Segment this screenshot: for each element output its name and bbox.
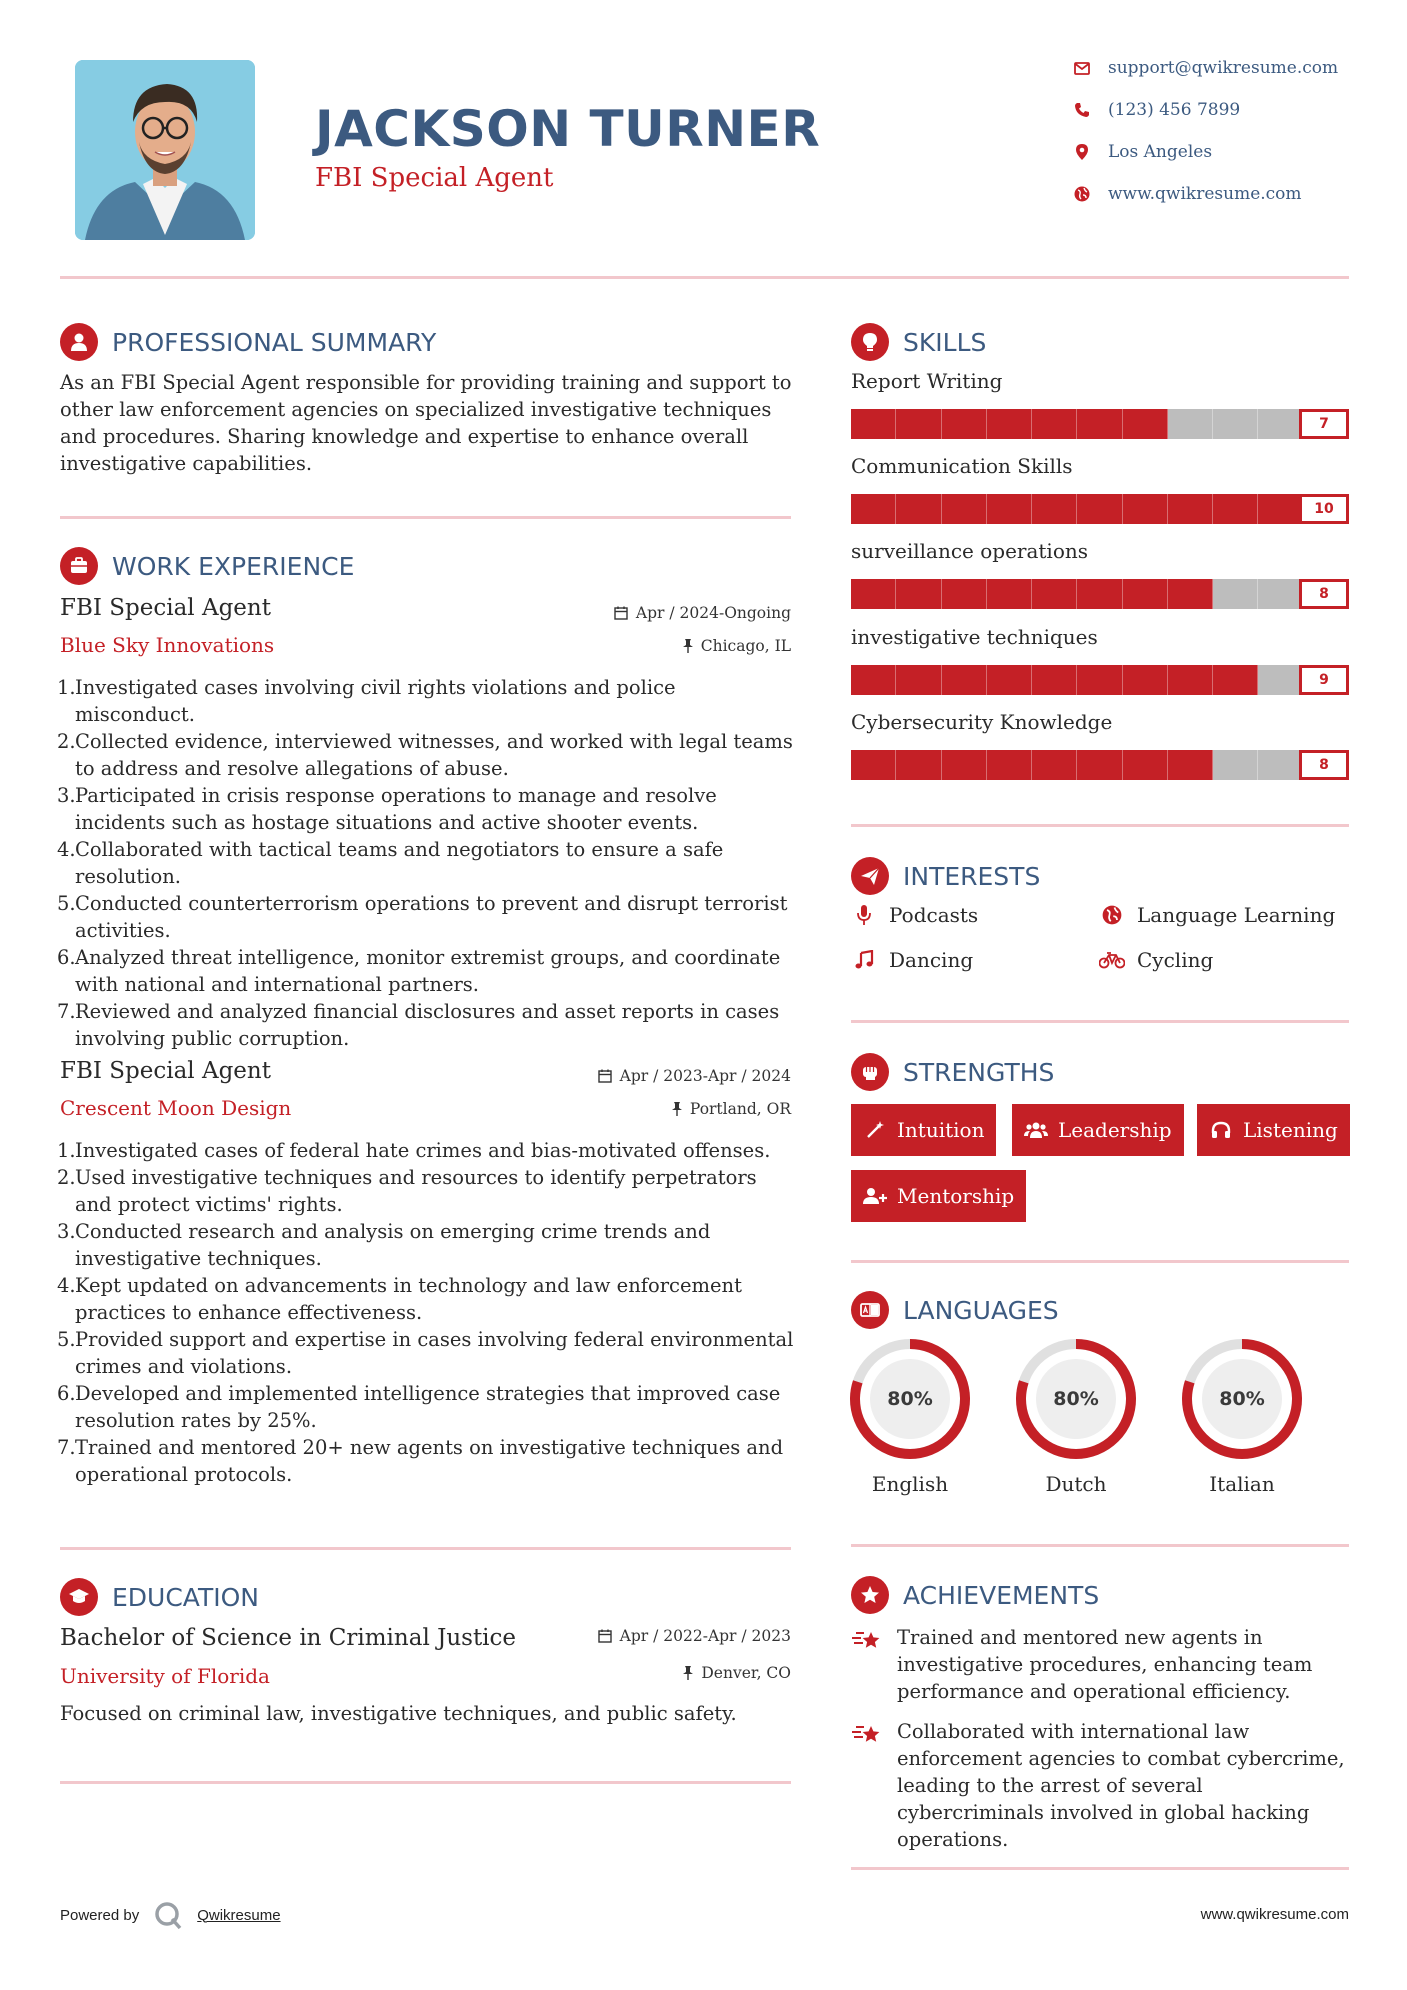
achievements-heading-text: ACHIEVEMENTS [903,1580,1100,1610]
interests-heading [851,857,1040,895]
contact-phone[interactable] [1072,100,1240,120]
contact-email[interactable] [1072,58,1338,78]
job-location-text: Portland, OR [689,1100,791,1118]
job-dates [598,1067,791,1085]
skill-segment [1213,409,1258,439]
skill-value: 10 [1299,494,1349,524]
language-item [849,1338,971,1496]
star-badge-icon [851,1576,889,1614]
skill-segment [987,665,1032,695]
strengths-heading [851,1053,1054,1091]
skill-segment [987,579,1032,609]
job-title: FBI Special Agent [60,595,271,621]
school-name: University of Florida [60,1664,270,1688]
candidate-role: FBI Special Agent [315,163,554,193]
job-company: Blue Sky Innovations [60,633,275,657]
education-dates-text: Apr / 2022-Apr / 2023 [619,1627,791,1645]
job-title: FBI Special Agent [60,1058,271,1084]
skill-value: 8 [1299,579,1349,609]
language-name: Italian [1209,1472,1275,1496]
contact-website[interactable] [1072,184,1302,204]
calendar-icon [598,1069,612,1083]
skill-segment [1168,665,1213,695]
qwikresume-logo-icon [153,1900,183,1930]
language-icon [851,1291,889,1329]
list-item: 7. Trained and mentored 20+ new agents on investigative techniques and operational protocols. [57,1436,784,1486]
phone-icon [1072,100,1092,120]
contact-location [1072,142,1212,162]
skill-segment [1032,750,1077,780]
music-note-icon [851,948,877,972]
skill-segment [1077,665,1122,695]
job-location-text: Chicago, IL [700,637,791,655]
skills-heading-text: SKILLS [903,327,987,357]
powered-by-text: Powered by [60,1906,140,1924]
strengths-divider [851,1260,1349,1263]
education-location-text: Denver, CO [701,1664,791,1682]
interest-item [1099,948,1213,972]
skill-label: Cybersecurity Knowledge [851,710,1113,734]
magic-wand-icon [863,1119,887,1141]
map-pin-icon [1072,142,1092,162]
skill-segment [942,750,987,780]
contact-phone-text: (123) 456 7899 [1108,100,1241,120]
calendar-icon [598,1629,612,1643]
skill-segment [1077,579,1122,609]
skill-segment [1123,579,1168,609]
languages-divider [851,1544,1349,1547]
language-name: Dutch [1045,1472,1107,1496]
user-plus-icon [863,1185,887,1207]
skills-heading [851,323,986,361]
skill-bar [851,579,1349,609]
skill-segment [851,750,896,780]
degree-title: Bachelor of Science in Criminal Justice [60,1625,517,1651]
user-icon [60,323,98,361]
strength-chip [851,1170,1026,1222]
list-item: 6. Analyzed threat intelligence, monitor extremist groups, and coordinate with national and international partners. [57,946,781,996]
paper-plane-icon [851,857,889,895]
list-item: 4. Kept updated on advancements in technology and law enforcement practices to enhance effectiveness. [57,1274,742,1324]
skill-label: surveillance operations [851,539,1089,563]
interest-item [851,948,973,972]
summary-divider [60,516,791,519]
interest-label: Podcasts [889,903,979,927]
skill-bar [851,665,1349,695]
fist-icon [851,1053,889,1091]
skill-label: investigative techniques [851,625,1098,649]
achievements-divider [851,1867,1349,1870]
skill-segment [1258,665,1303,695]
list-item: 5. Conducted counterterrorism operations to prevent and disrupt terrorist activities. [57,892,788,942]
briefcase-icon [60,547,98,585]
skill-segment [1258,579,1303,609]
skill-segment [896,409,941,439]
job-dates-text: Apr / 2023-Apr / 2024 [619,1067,791,1085]
globe-icon [1099,903,1125,927]
candidate-name: JACKSON TURNER [315,100,821,158]
strength-chip [1197,1104,1350,1156]
skill-segment [1258,409,1303,439]
footer-powered-by [60,1900,281,1930]
envelope-icon [1072,58,1092,78]
skill-segment [1213,665,1258,695]
skill-segment [1168,409,1213,439]
strength-label: Listening [1243,1118,1338,1142]
interest-label: Cycling [1137,948,1214,972]
achievement-item [851,1718,1351,1853]
skill-label: Communication Skills [851,454,1073,478]
headphones-icon [1209,1119,1233,1141]
language-percent: 80% [1053,1388,1099,1410]
achievements-heading [851,1576,1099,1614]
skill-segment [1123,409,1168,439]
education-location [683,1664,791,1682]
achievement-text: Collaborated with international law enforcement agencies to combat cybercrime, leading to the arrest of several cybercriminals involved in global hacking operations. [897,1720,1345,1851]
skill-segment [1032,665,1077,695]
language-percent: 80% [1219,1388,1265,1410]
skill-segment [1077,494,1122,524]
interest-label: Language Learning [1137,903,1336,927]
education-heading-text: EDUCATION [112,1582,259,1612]
graduation-cap-icon [60,1578,98,1616]
globe-icon [1072,184,1092,204]
list-item: 6. Developed and implemented intelligence strategies that improved case resolution rates by 25%. [57,1382,781,1432]
language-name: English [871,1472,949,1496]
skill-segment [896,579,941,609]
list-item: 3. Conducted research and analysis on emerging crime trends and investigative techniques. [57,1220,711,1270]
calendar-icon [614,606,628,620]
contact-website-text: www.qwikresume.com [1108,184,1302,204]
skill-segment [1123,750,1168,780]
strength-chip [1012,1104,1184,1156]
skill-value: 8 [1299,750,1349,780]
strength-label: Intuition [897,1118,985,1142]
list-item: 1. Investigated cases involving civil rights violations and police misconduct. [57,676,676,726]
contact-location-text: Los Angeles [1108,142,1213,162]
job-dates-text: Apr / 2024-Ongoing [635,604,791,622]
skill-segment [896,665,941,695]
languages-heading [851,1291,1059,1329]
skill-segment [942,579,987,609]
skill-segment [942,494,987,524]
summary-text: As an FBI Special Agent responsible for providing training and support to other law enforcement agencies on specialized investigative techniques and procedures. Sharing knowledge and expertise to enhance overall investigative capabilities. [60,371,792,475]
education-dates [598,1627,791,1645]
shooting-star-icon [851,1624,887,1705]
skill-segment [987,750,1032,780]
skill-segment [1032,579,1077,609]
qwikresume-link[interactable]: Qwikresume [197,1906,281,1924]
skill-bar [851,494,1349,524]
language-item [1181,1338,1303,1496]
skill-segment [1123,494,1168,524]
skill-segment [987,409,1032,439]
skill-bar [851,409,1349,439]
users-icon [1024,1119,1048,1141]
experience-heading [60,547,354,585]
header-divider [60,276,1349,279]
skill-segment [896,750,941,780]
skill-segment [851,494,896,524]
skill-segment [987,494,1032,524]
skill-segment [1258,750,1303,780]
languages-heading-text: LANGUAGES [903,1295,1059,1325]
achievement-text: Trained and mentored new agents in investigative procedures, enhancing team performance and operational efficiency. [897,1626,1313,1703]
experience-heading-text: WORK EXPERIENCE [112,551,355,581]
education-description: Focused on criminal law, investigative techniques, and public safety. [60,1702,737,1725]
contact-email-text: support@qwikresume.com [1108,58,1339,78]
shooting-star-icon [851,1718,887,1853]
skill-bar [851,750,1349,780]
skills-divider [851,824,1349,827]
list-item: 7. Reviewed and analyzed financial disclosures and asset reports in cases involving public corruption. [57,1000,780,1050]
strength-chip [851,1104,996,1156]
pushpin-icon [683,639,693,653]
skill-segment [1168,494,1213,524]
interests-heading-text: INTERESTS [903,861,1041,891]
bicycle-icon [1099,948,1125,972]
skill-segment [1032,494,1077,524]
profile-photo [75,60,255,240]
summary-heading-text: PROFESSIONAL SUMMARY [112,327,437,357]
achievement-item [851,1624,1351,1705]
microphone-icon [851,903,877,927]
list-item: 4. Collaborated with tactical teams and negotiators to ensure a safe resolution. [57,838,724,888]
job-location [672,1100,791,1118]
job-bullets [57,674,797,1052]
list-item: 2. Used investigative techniques and resources to identify perpetrators and protect victims' rights. [57,1166,757,1216]
strength-label: Mentorship [897,1184,1015,1208]
experience-divider [60,1547,791,1550]
strengths-heading-text: STRENGTHS [903,1057,1055,1087]
skill-segment [1213,750,1258,780]
skill-segment [851,409,896,439]
job-company: Crescent Moon Design [60,1096,292,1120]
skill-value: 7 [1299,409,1349,439]
job-dates [614,604,791,622]
language-percent: 80% [887,1388,933,1410]
skill-segment [1213,579,1258,609]
interest-item [1099,903,1335,927]
skill-segment [1032,409,1077,439]
summary-heading [60,323,436,361]
pushpin-icon [683,1666,693,1680]
interests-divider [851,1020,1349,1023]
skill-segment [1168,579,1213,609]
lightbulb-icon [851,323,889,361]
education-heading [60,1578,259,1616]
strength-label: Leadership [1058,1118,1172,1142]
skill-segment [1213,494,1258,524]
education-divider [60,1781,791,1784]
list-item: 1. Investigated cases of federal hate crimes and bias-motivated offenses. [57,1139,771,1162]
skill-segment [1258,494,1303,524]
skill-segment [1077,409,1122,439]
job-location [683,637,791,655]
skill-value: 9 [1299,665,1349,695]
skill-segment [942,665,987,695]
list-item: 3. Participated in crisis response operations to manage and resolve incidents such as hostage situations and active shooter events. [57,784,717,834]
list-item: 5. Provided support and expertise in cases involving federal environmental crimes and violations. [57,1328,794,1378]
skill-segment [1168,750,1213,780]
skill-segment [1123,665,1168,695]
footer-website-link[interactable]: www.qwikresume.com [1200,1906,1349,1923]
job-bullets [57,1137,797,1488]
skill-segment [942,409,987,439]
interest-item [851,903,978,927]
interest-label: Dancing [889,948,974,972]
skill-segment [1077,750,1122,780]
list-item: 2. Collected evidence, interviewed witnesses, and worked with legal teams to address and resolve allegations of abuse. [57,730,793,780]
skill-label: Report Writing [851,369,1003,393]
skill-segment [851,665,896,695]
language-item [1015,1338,1137,1496]
skill-segment [851,579,896,609]
pushpin-icon [672,1102,682,1116]
skill-segment [896,494,941,524]
